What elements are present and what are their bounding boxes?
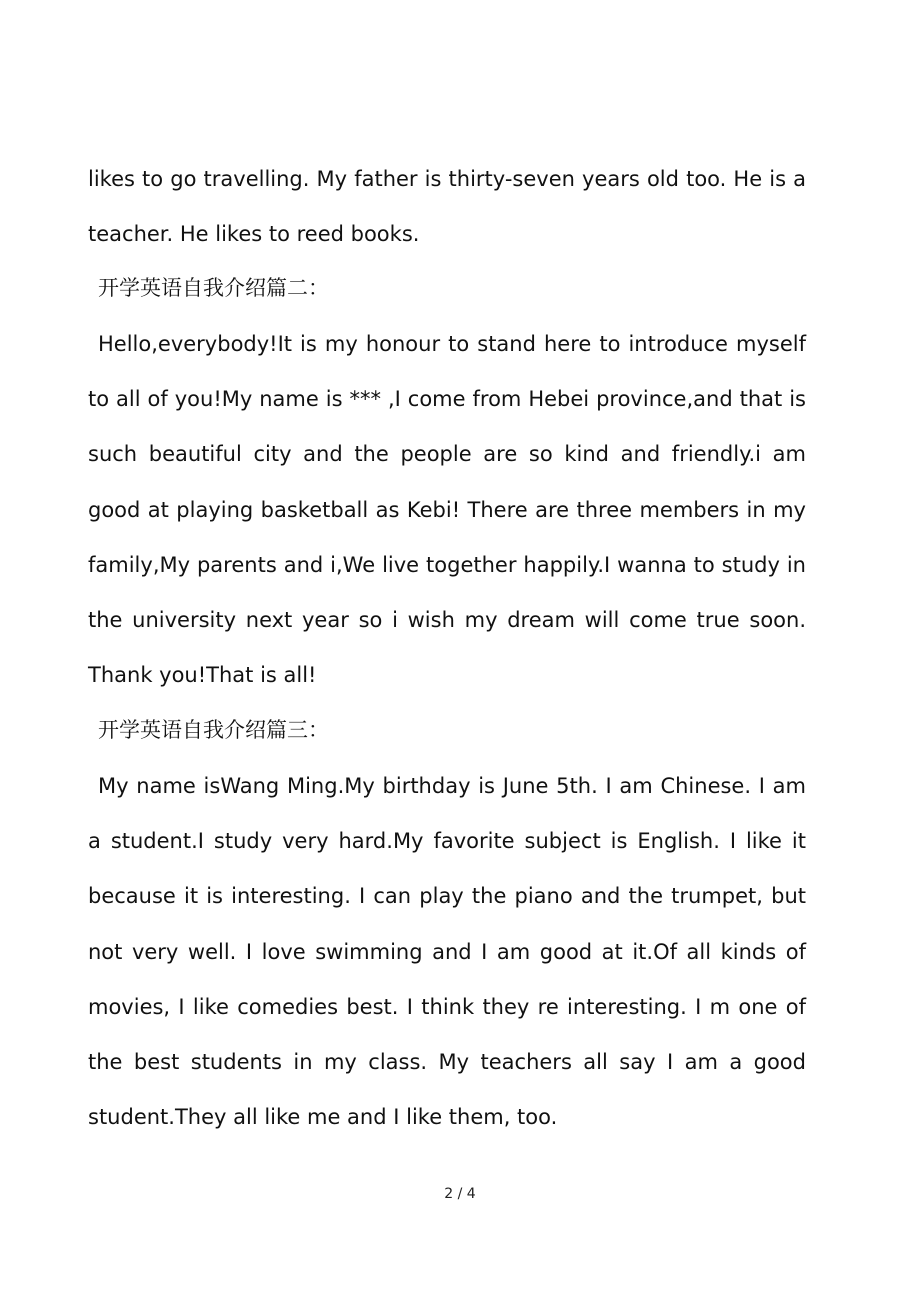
section-two-heading: 开学英语自我介绍篇二： — [98, 276, 329, 300]
page-number: 2 / 4 — [444, 1186, 476, 1202]
section-two-block — [88, 317, 806, 703]
intro-paragraph: likes to go travelling. My father is thirty-seven years old too. He is a teacher. He likes to reed books. — [88, 167, 806, 247]
section-three-paragraph: My name isWang Ming.My birthday is June 5th. I am Chinese. I am a student.I study very hard.My favorite subject is English. I like it because it is interesting. I can play the piano and the trumpet, but not very well. I love swimming and I am good at it.Of all kinds of movies, I like comedies best. I think they re interesting. I m one of the best students in my class. My teachers all say I am a good student.They all like me and I like them, too. — [88, 774, 806, 1130]
intro-paragraph-block — [88, 152, 806, 262]
section-two-paragraph: Hello,everybody!It is my honour to stand here to introduce myself to all of you!My name is *** ,I come from Hebei province,and that is such beautiful city and the people are so kind and friendly.i am good at playing basketball as Kebi! There are three members in my family,My parents and i,We live together happily.I wanna to study in the university next year so i wish my dream will come true soon. Thank you!That is all! — [88, 332, 806, 688]
section-three-heading: 开学英语自我介绍篇三： — [98, 718, 329, 742]
section-three-block — [88, 759, 806, 1145]
